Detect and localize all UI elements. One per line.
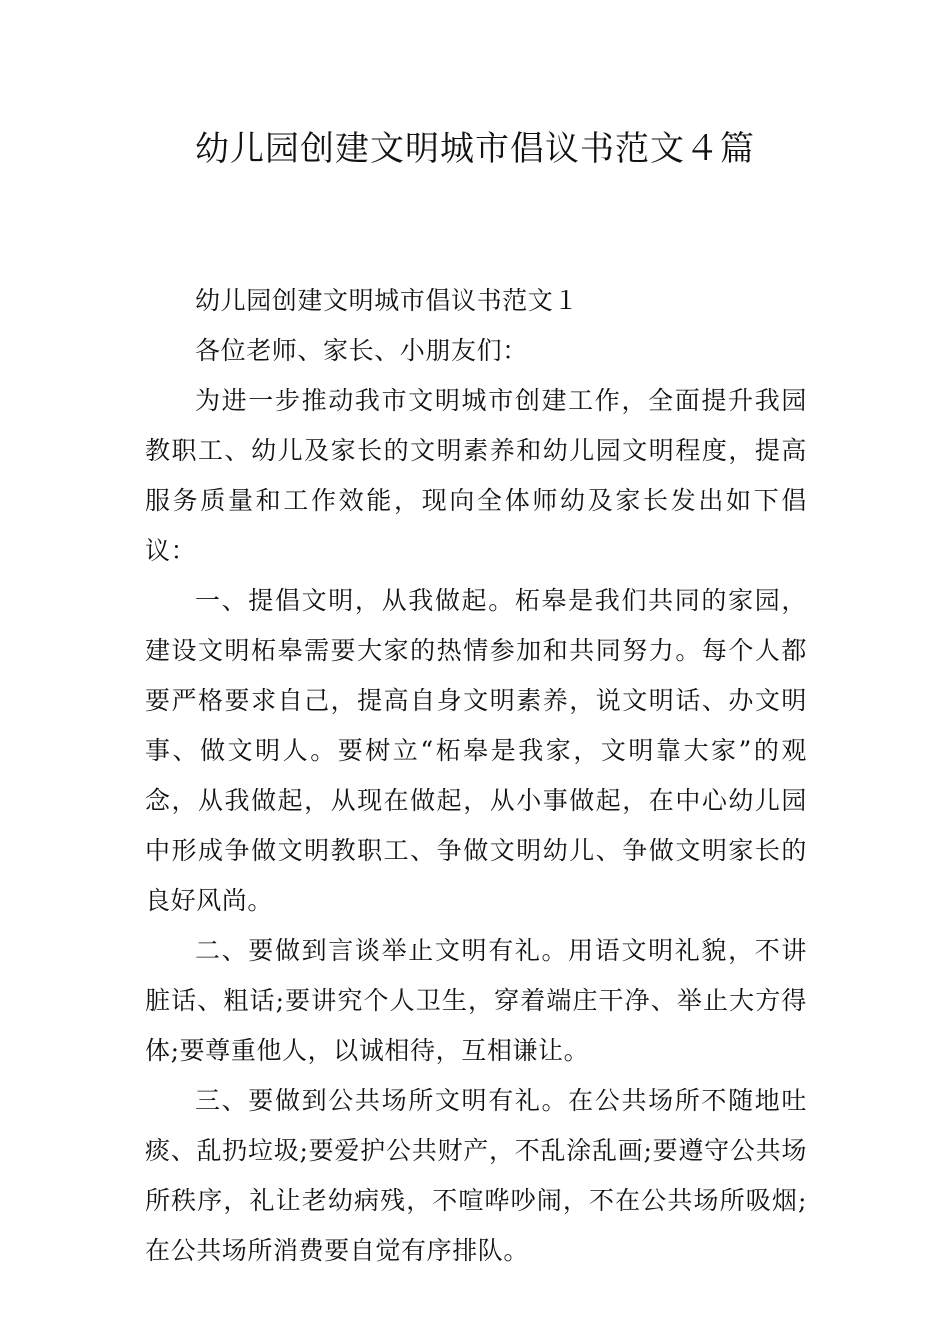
paragraph-item-1: 一、提倡文明，从我做起。柘皋是我们共同的家园，建设文明柘皋需要大家的热情参加和共同努力。每个人都要严格要求自己，提高自身文明素养，说文明话、办文明事、做文明人。要树立“柘皋是我家，文明靠大家”的观念，从我做起，从现在做起，从小事做起，在中心幼儿园中形成争做文明教职工、争做文明幼儿、争做文明家长的良好风尚。 [145,586,807,915]
section-heading: 幼儿园创建文明城市倡议书范文１ [195,286,580,315]
document-body [145,276,807,1276]
paragraph-item-3: 三、要做到公共场所文明有礼。在公共场所不随地吐痰、乱扔垃圾;要爱护公共财产，不乱涂乱画;要遵守公共场所秩序，礼让老幼病残，不喧哗吵闹，不在公共场所吸烟;在公共场所消费要自觉有序排队。 [145,1086,807,1265]
document-title: 幼儿园创建文明城市倡议书范文４篇 [195,129,755,169]
paragraph-item-2: 二、要做到言谈举止文明有礼。用语文明礼貌，不讲脏话、粗话;要讲究个人卫生，穿着端庄干净、举止大方得体;要尊重他人，以诚相待，互相谦让。 [145,936,807,1065]
salutation: 各位老师、家长、小朋友们： [195,336,528,365]
paragraph-intro: 为进一步推动我市文明城市创建工作，全面提升我园教职工、幼儿及家长的文明素养和幼儿园文明程度，提高服务质量和工作效能，现向全体师幼及家长发出如下倡议： [145,386,807,565]
